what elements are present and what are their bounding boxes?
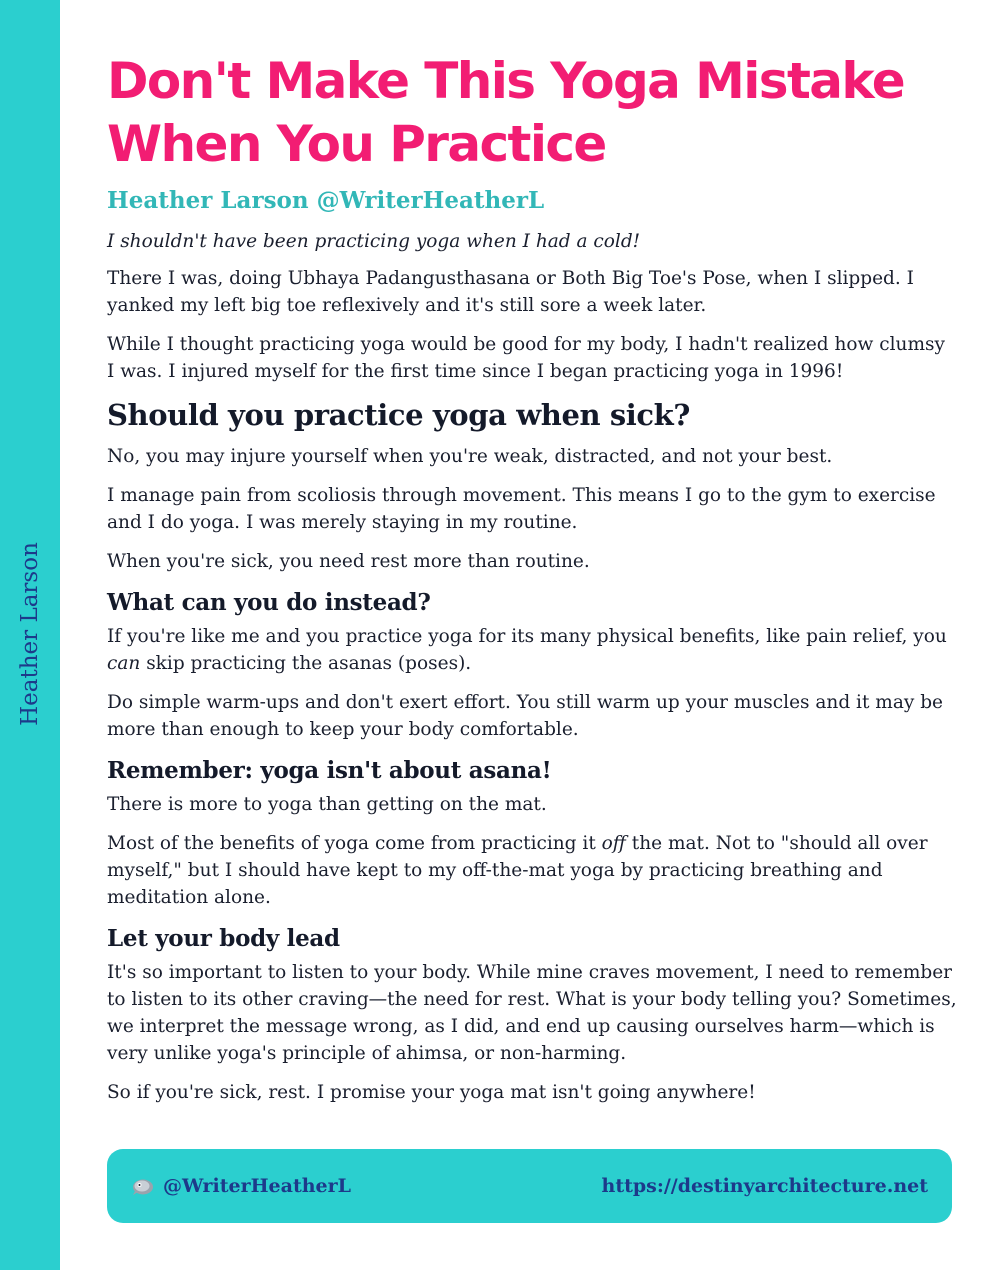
text-run: the mat. Not to "should all over myself," but I should have kept to my off-the-mat yoga by practicing breathing and meditation alone.: [107, 833, 928, 908]
text-run: Most of the benefits of yoga come from practicing it: [107, 833, 602, 854]
section-instead-paragraph-1: [107, 623, 957, 677]
section-instead-paragraph-2: Do simple warm-ups and don't exert effort. You still warm up your muscles and it may be more than enough to keep your body comfortable.: [107, 692, 943, 740]
page-title: [107, 50, 957, 176]
text-run: If you're like me and you practice yoga for its many physical benefits, like pain relief, you: [107, 626, 947, 647]
sidebar: [0, 0, 60, 1270]
section-asana-paragraph-1: There is more to yoga than getting on the mat.: [107, 794, 547, 815]
text-run: skip practicing the asanas (poses).: [140, 653, 472, 674]
section-sick-paragraph-3: When you're sick, you need rest more than routine.: [107, 551, 590, 572]
title-line-1: Don't Make This Yoga Mistake: [107, 52, 905, 110]
title-line-2: When You Practice: [107, 115, 606, 173]
section-asana-paragraph-2: [107, 830, 957, 911]
lede-paragraph: I shouldn't have been practicing yoga when I had a cold!: [107, 231, 641, 252]
section-body-lead-paragraph-2: So if you're sick, rest. I promise your yoga mat isn't going anywhere!: [107, 1082, 756, 1103]
sidebar-author-label: Heather Larson: [17, 542, 43, 726]
footer-social[interactable]: [131, 1174, 351, 1198]
section-heading-sick: Should you practice yoga when sick?: [107, 398, 690, 432]
article: [107, 50, 957, 1118]
emphasis-can: can: [107, 653, 141, 674]
section-body-lead-paragraph-1: It's so important to listen to your body. While mine craves movement, I need to remember to listen to its other craving—the need for rest. What is your body telling you? Sometimes, we interpret the message wrong, as I did, and end up causing ourselves harm—which is very unlike yoga's principle of ahimsa, or non-harming.: [107, 962, 957, 1064]
section-heading-body-lead: Let your body lead: [107, 925, 340, 952]
mastodon-icon: [131, 1174, 155, 1198]
footer-url-link[interactable]: https://destinyarchitecture.net: [601, 1175, 928, 1197]
section-heading-asana: Remember: yoga isn't about asana!: [107, 757, 552, 784]
footer-bar: [107, 1149, 952, 1223]
footer-handle: @WriterHeatherL: [163, 1175, 351, 1197]
section-heading-instead: What can you do instead?: [107, 589, 431, 616]
intro-paragraph-1: There I was, doing Ubhaya Padangusthasana or Both Big Toe's Pose, when I slipped. I yanked my left big toe reflexively and it's still sore a week later.: [107, 268, 914, 316]
emphasis-off: off: [601, 833, 626, 854]
intro-paragraph-2: While I thought practicing yoga would be good for my body, I hadn't realized how clumsy I was. I injured myself for the first time since I began practicing yoga in 1996!: [107, 334, 945, 382]
byline: Heather Larson @WriterHeatherL: [107, 187, 545, 214]
section-sick-paragraph-2: I manage pain from scoliosis through movement. This means I go to the gym to exercise and I do yoga. I was merely staying in my routine.: [107, 485, 936, 533]
section-sick-paragraph-1: No, you may injure yourself when you're weak, distracted, and not your best.: [107, 446, 833, 467]
